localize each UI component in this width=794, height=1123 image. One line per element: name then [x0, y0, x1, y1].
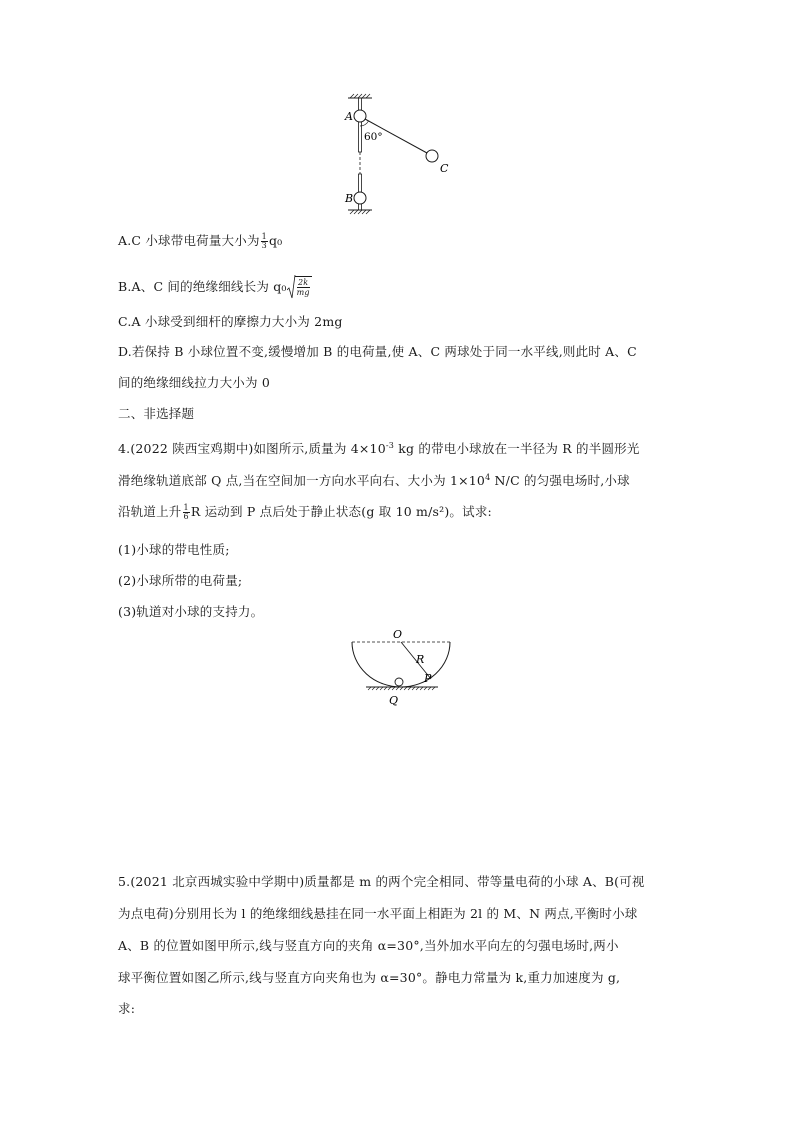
q4-line3 [118, 504, 492, 521]
option-b [118, 276, 312, 299]
q4-line2-exponent: 4 [485, 473, 491, 482]
q4-sub3: (3)轨道对小球的支持力。 [118, 604, 264, 619]
label-c: C [440, 162, 449, 175]
frac-numerator: 1 [183, 503, 189, 512]
q4-line1-text: 4.(2022 陕西宝鸡期中)如图所示,质量为 4×10 [118, 441, 386, 456]
option-a [118, 233, 282, 250]
q5-line3: A、B 的位置如图甲所示,线与竖直方向的夹角 α=30°,当外加水平向左的匀强电场时,两小 [118, 938, 619, 953]
fraction [183, 504, 190, 521]
option-b-text: B.A、C 间的绝缘细线长为 q₀ [118, 279, 287, 294]
option-a-suffix: q₀ [268, 233, 283, 248]
frac-denominator: 3 [261, 241, 267, 250]
q4-line2-text: 滑绝缘轨道底部 Q 点,当在空间加一方向水平向右、大小为 1×10 [118, 473, 486, 488]
sqrt-numerator: 2k [298, 278, 309, 287]
ball-q [395, 678, 403, 686]
square-root [287, 276, 312, 299]
section-heading: 二、非选择题 [118, 406, 195, 421]
label-a: A [345, 110, 353, 123]
label-o: O [393, 628, 403, 641]
figure-rod-balls [330, 92, 470, 222]
q4-line3-text: 沿轨道上升 [118, 504, 182, 519]
ball-b [354, 192, 366, 204]
q4-sub2: (2)小球所带的电荷量; [118, 573, 243, 588]
figure-semicircle-track [346, 628, 456, 710]
q4-line2 [118, 470, 630, 489]
q5-line5: 求: [118, 1001, 136, 1016]
q4-sub1: (1)小球的带电性质; [118, 542, 230, 557]
q4-line2-tail: N/C 的匀强电场时,小球 [490, 473, 630, 488]
q4-line1-tail: kg 的带电小球放在一半径为 R 的半圆形光 [394, 441, 640, 456]
ball-a [354, 110, 366, 122]
label-angle: 60° [364, 131, 383, 143]
label-q: Q [389, 694, 399, 707]
frac-numerator: 1 [261, 232, 267, 241]
q5-line4: 球平衡位置如图乙所示,线与竖直方向夹角也为 α=30°。静电力常量为 k,重力加速度为 g, [118, 970, 621, 985]
option-d-line1: D.若保持 B 小球位置不变,缓慢增加 B 的电荷量,使 A、C 两球处于同一水平线,则此时 A、C [118, 344, 637, 359]
q4-line3-tail: R 运动到 P 点后处于静止状态(g 取 10 m/s²)。试求: [190, 504, 492, 519]
q4-line1-exponent: -3 [385, 441, 395, 450]
ball-c [426, 150, 438, 162]
label-p: P [424, 672, 432, 685]
q5-line1: 5.(2021 北京西城实验中学期中)质量都是 m 的两个完全相同、带等量电荷的小球 A、B(可视 [118, 874, 645, 889]
frac-denominator: 6 [183, 512, 189, 521]
label-b: B [345, 192, 354, 205]
fraction [261, 233, 268, 250]
q5-line2: 为点电荷)分别用长为 l 的绝缘细线悬挂在同一水平面上相距为 2l 的 M、N 两点,平衡时小球 [118, 906, 638, 921]
sqrt-denominator: mg [296, 288, 310, 297]
label-r: R [416, 653, 425, 666]
option-c: C.A 小球受到细杆的摩擦力大小为 2mg [118, 314, 343, 329]
option-d-line2: 间的绝缘细线拉力大小为 0 [118, 375, 271, 390]
option-a-text: A.C 小球带电荷量大小为 [118, 233, 260, 248]
q4-line1 [118, 438, 640, 457]
